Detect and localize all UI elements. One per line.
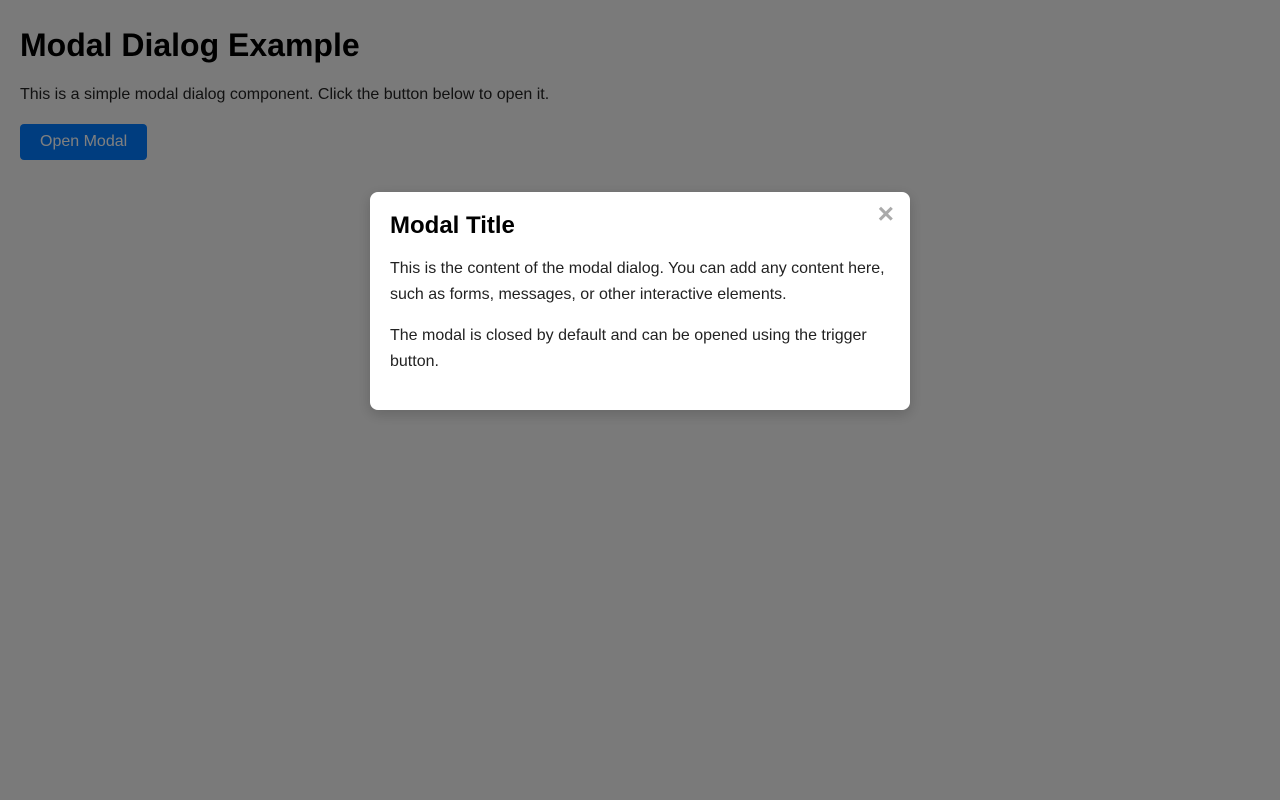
modal-paragraph-2: The modal is closed by default and can be opened using the trigger button. bbox=[390, 327, 867, 370]
modal-dialog bbox=[370, 192, 910, 410]
modal-title: Modal Title bbox=[390, 212, 515, 239]
modal-paragraph-1: This is the content of the modal dialog. You can add any content here, such as forms, messages, or other interactive elements. bbox=[390, 260, 885, 303]
close-icon[interactable]: × bbox=[877, 198, 894, 229]
